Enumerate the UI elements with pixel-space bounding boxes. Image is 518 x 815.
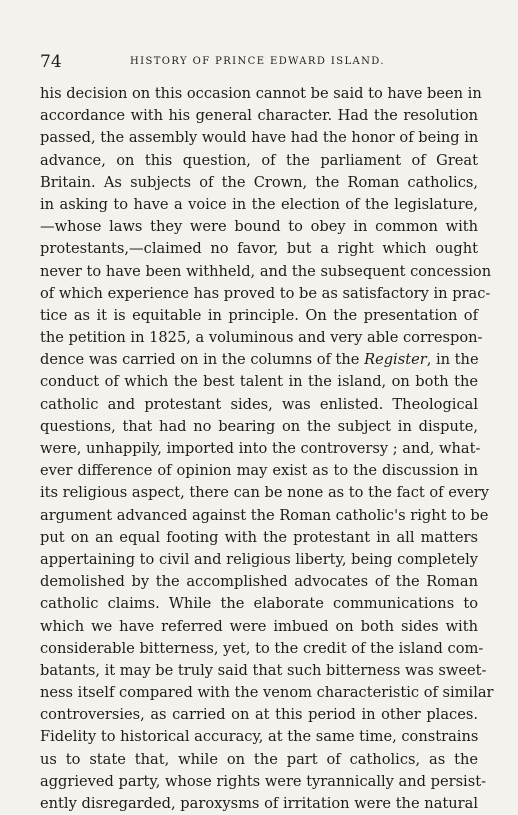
text-line: the petition in 1825, a voluminous and very able correspon- <box>40 329 483 347</box>
text-line: appertaining to civil and religious liberty, being completely <box>40 550 478 568</box>
text-line: of which experience has proved to be as satisfactory in prac- <box>40 284 491 302</box>
text-line: put on an equal footing with the protestant in all matters <box>40 528 478 546</box>
text-line: ever difference of opinion may exist as to the discussion in <box>40 462 478 480</box>
text-line: protestants,—claimed no favor, but a right which ought <box>40 240 478 258</box>
text-line: us to state that, while on the part of catholics, as the <box>40 750 478 768</box>
text-line: which we have referred were imbued on both sides with <box>40 617 478 635</box>
italic-title: Register <box>364 351 427 369</box>
text-line: Britain. As subjects of the Crown, the Roman catholics, <box>40 173 478 191</box>
text-line: batants, it may be truly said that such bitterness was sweet- <box>40 661 487 679</box>
text-line: demolished by the accomplished advocates of the Roman <box>40 573 478 591</box>
page-number: 74 <box>40 52 62 72</box>
text-line: were, unhappily, imported into the controversy ; and, what- <box>40 440 481 457</box>
text-line: aggrieved party, whose rights were tyrannically and persist- <box>40 772 487 790</box>
text-line <box>40 349 478 371</box>
text-line: its religious aspect, there can be none as to the fact of every <box>40 484 489 502</box>
text-line: argument advanced against the Roman catholic's right to be <box>40 506 489 524</box>
text-line: —whose laws they were bound to obey in common with <box>40 218 478 236</box>
text-line: controversies, as carried on at this period in other places. <box>40 706 478 724</box>
text-line: questions, that had no bearing on the subject in dispute, <box>40 417 478 435</box>
page-header <box>40 52 478 72</box>
text-line: conduct of which the best talent in the island, on both the <box>40 373 478 391</box>
text-line: accordance with his general character. Had the resolution <box>40 107 478 125</box>
text-line: ently disregarded, paroxysms of irritation were the natural <box>40 795 478 812</box>
text-fragment: dence was carried on in the columns of the <box>40 351 360 369</box>
body-text <box>40 83 494 815</box>
text-line: Fidelity to historical accuracy, at the same time, constrains <box>40 728 479 746</box>
text-line: tice as it is equitable in principle. On the presentation of <box>40 306 478 324</box>
text-line: passed, the assembly would have had the honor of being in <box>40 129 479 147</box>
text-line: considerable bitterness, yet, to the credit of the island com- <box>40 639 484 657</box>
text-line: his decision on this occasion cannot be said to have been in <box>40 85 482 102</box>
text-line: catholic claims. While the elaborate communications to <box>40 595 478 613</box>
text-line: in asking to have a voice in the election of the legislature, <box>40 195 478 213</box>
text-line: catholic and protestant sides, was enlisted. Theological <box>40 395 478 413</box>
text-fragment: , in the <box>426 351 479 369</box>
text-line: ness itself compared with the venom characteristic of similar <box>40 684 494 702</box>
text-line: advance, on this question, of the parliament of Great <box>40 151 478 169</box>
running-head: HISTORY OF PRINCE EDWARD ISLAND. <box>130 56 385 67</box>
text-line: never to have been withheld, and the subsequent concession <box>40 262 492 280</box>
